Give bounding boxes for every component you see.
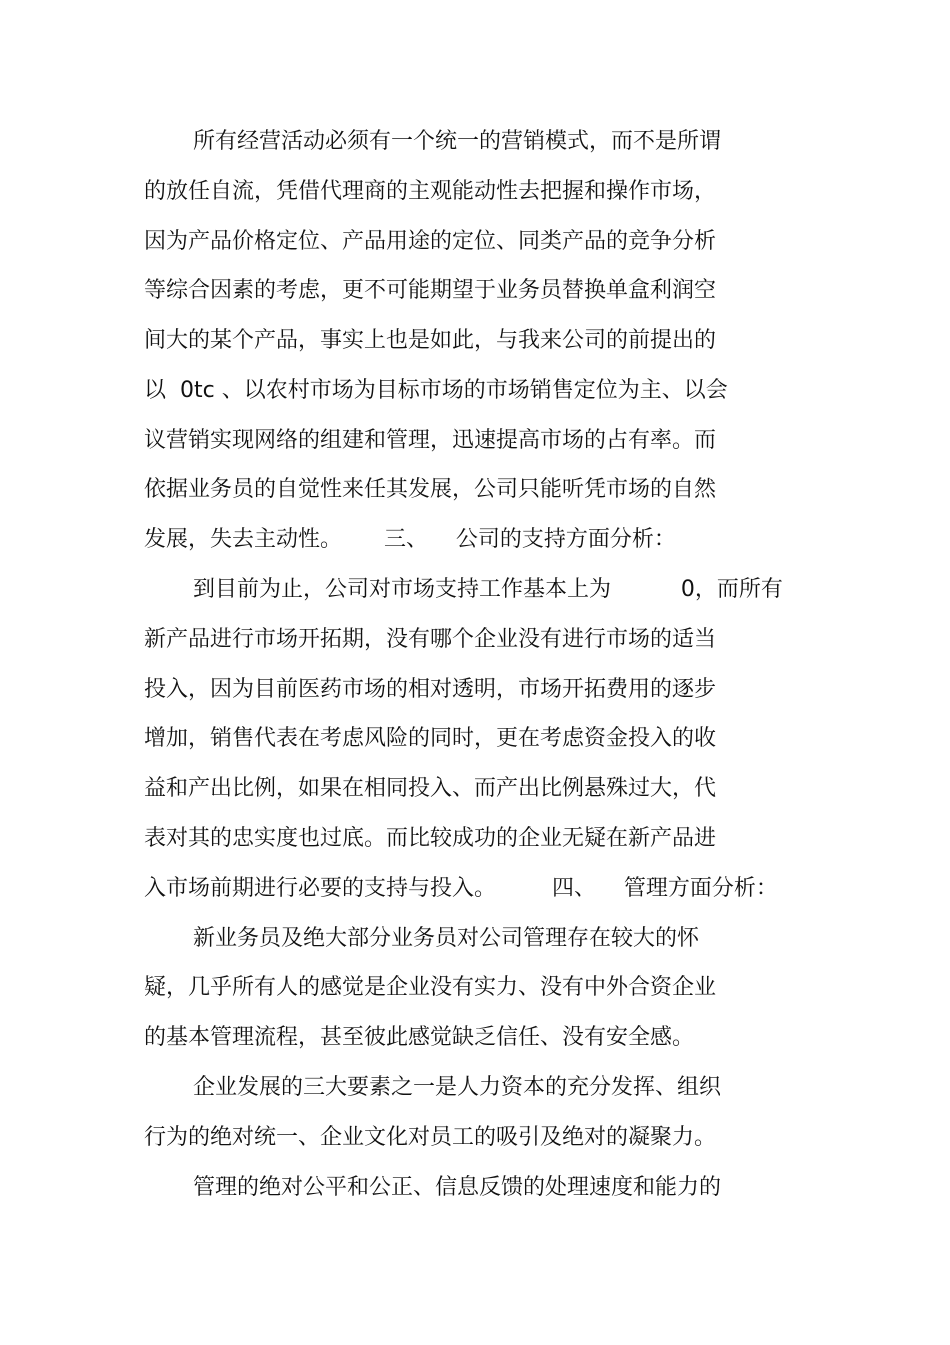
text-line: 新产品进行市场开拓期，没有哪个企业没有进行市场的适当 [144, 627, 717, 652]
section-heading-line: 入市场前期进行必要的支持与投入。 四、 管理方面分析： [144, 876, 778, 901]
text-line: 议营销实现网络的组建和管理，迅速提高市场的占有率。而 [144, 428, 717, 453]
text-line: 的放任自流，凭借代理商的主观能动性去把握和操作市场， [144, 179, 717, 204]
text-line: 投入，因为目前医药市场的相对透明，市场开拓费用的逐步 [144, 677, 717, 702]
text-line: 益和产出比例，如果在相同投入、而产出比例悬殊过大，代 [144, 776, 717, 801]
text-line: 企业发展的三大要素之一是人力资本的充分发挥、组织 [193, 1075, 722, 1100]
text-line: 的基本管理流程，甚至彼此感觉缺乏信任、没有安全感。 [144, 1025, 695, 1050]
section-heading-line: 发展，失去主动性。 三、 公司的支持方面分析： [144, 527, 676, 552]
text-line: 依据业务员的自觉性来任其发展，公司只能听凭市场的自然 [144, 477, 717, 502]
text-line: 新业务员及绝大部分业务员对公司管理存在较大的怀 [193, 926, 700, 951]
text-line: 表对其的忠实度也过底。而比较成功的企业无疑在新产品进 [144, 826, 717, 851]
text-line: 以 0tc 、以农村市场为目标市场的市场销售定位为主、以会 [144, 378, 728, 403]
text-line: 所有经营活动必须有一个统一的营销模式，而不是所谓 [193, 129, 722, 154]
text-line: 等综合因素的考虑，更不可能期望于业务员替换单盒利润空 [144, 278, 717, 303]
text-line: 因为产品价格定位、产品用途的定位、同类产品的竞争分析 [144, 229, 717, 254]
text-line: 管理的绝对公平和公正、信息反馈的处理速度和能力的 [193, 1175, 722, 1200]
text-line: 行为的绝对统一、企业文化对员工的吸引及绝对的凝聚力。 [144, 1125, 717, 1150]
text-line: 间大的某个产品，事实上也是如此，与我来公司的前提出的 [144, 328, 717, 353]
text-line: 到目前为止，公司对市场支持工作基本上为 0，而所有 [193, 577, 783, 602]
text-line: 疑，几乎所有人的感觉是企业没有实力、没有中外合资企业 [144, 975, 717, 1000]
text-line: 增加，销售代表在考虑风险的同时，更在考虑资金投入的收 [144, 726, 717, 751]
